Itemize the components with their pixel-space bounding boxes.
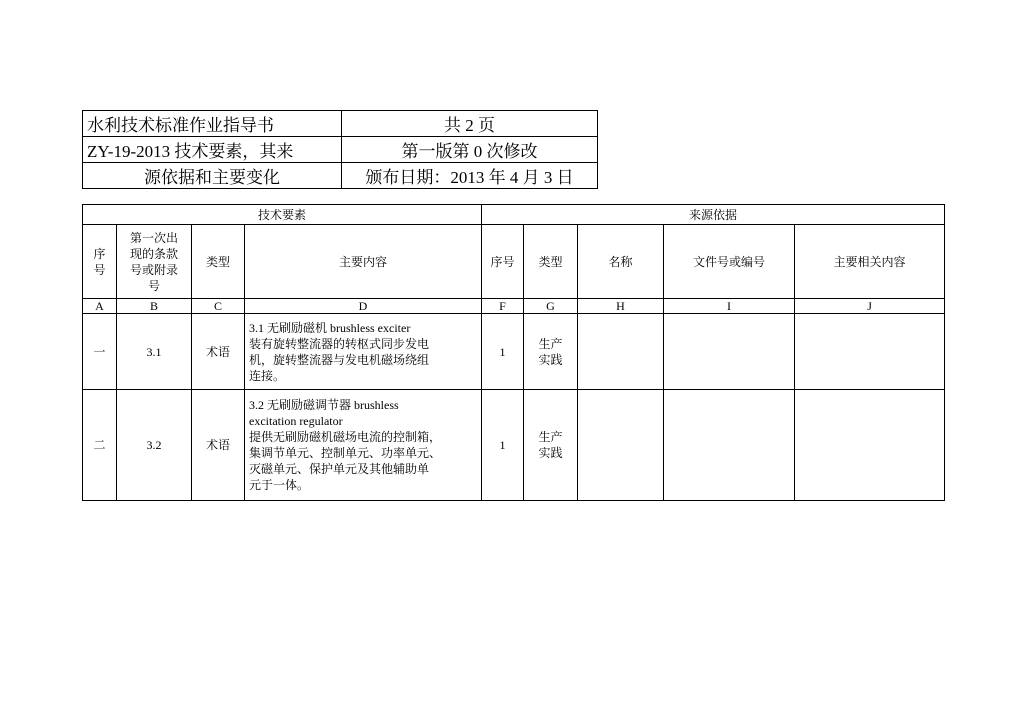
table-row [83,314,945,390]
header-table [82,110,598,189]
column-letter: C [192,299,245,314]
column-header-source-seq: 序号 [482,225,524,299]
group-header-technical-elements: 技术要素 [83,205,482,225]
row-clause: 3.1 [117,314,192,390]
row-seq: 一 [83,314,117,390]
column-letter: F [482,299,524,314]
row-content: 3.2 无刷励磁调节器 brushless excitation regulator 提供无刷励磁机磁场电流的控制箱， 集调节单元、控制单元、功率单元、 灭磁单元、保护单元及其他辅助单 元于一体。 [245,390,482,501]
document-title: 水利技术标准作业指导书 [83,111,342,137]
row-related-content [795,390,945,501]
column-header-related-content: 主要相关内容 [795,225,945,299]
column-letter: A [83,299,117,314]
row-name [578,314,664,390]
row-seq: 二 [83,390,117,501]
column-letter: B [117,299,192,314]
column-header-source-type: 类型 [524,225,578,299]
column-header-file-number: 文件号或编号 [664,225,795,299]
row-type: 术语 [192,390,245,501]
column-letter: D [245,299,482,314]
row-name [578,390,664,501]
row-file-number [664,390,795,501]
document-number-line2: 源依据和主要变化 [83,163,342,189]
column-header-type: 类型 [192,225,245,299]
group-header-source-basis: 来源依据 [482,205,945,225]
row-source-type: 生产 实践 [524,390,578,501]
edition-info: 第一版第 0 次修改 [342,137,598,163]
column-letter-row [83,299,945,314]
row-clause: 3.2 [117,390,192,501]
column-letter: J [795,299,945,314]
row-content: 3.1 无刷励磁机 brushless exciter 装有旋转整流器的转枢式同步发电 机，旋转整流器与发电机磁场绕组 连接。 [245,314,482,390]
column-letter: G [524,299,578,314]
column-header-seq: 序 号 [83,225,117,299]
column-header-name: 名称 [578,225,664,299]
column-header-content: 主要内容 [245,225,482,299]
column-header-first-clause: 第一次出 现的条款 号或附录 号 [117,225,192,299]
row-file-number [664,314,795,390]
row-type: 术语 [192,314,245,390]
column-letter: I [664,299,795,314]
elements-table [82,204,945,501]
table-row [83,390,945,501]
row-source-type: 生产 实践 [524,314,578,390]
document-number-line1: ZY-19-2013 技术要素，其来 [83,137,342,163]
column-letter: H [578,299,664,314]
row-source-seq: 1 [482,390,524,501]
row-source-seq: 1 [482,314,524,390]
row-related-content [795,314,945,390]
page-count: 共 2 页 [342,111,598,137]
issue-date: 颁布日期：2013 年 4 月 3 日 [342,163,598,189]
